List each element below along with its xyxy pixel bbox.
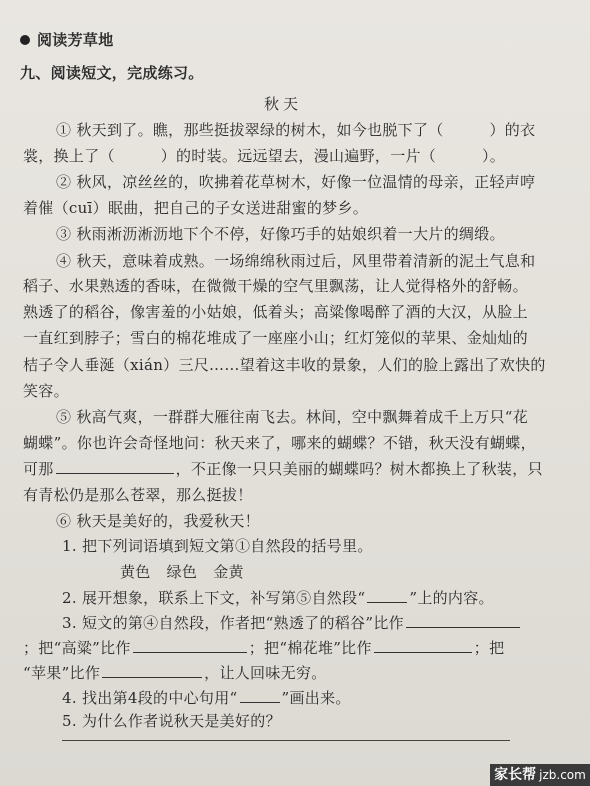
question-4	[62, 688, 351, 708]
article-line: ⑤ 秋高气爽，一群群大雁往南飞去。林间，空中飘舞着成千上万只“花	[56, 408, 529, 426]
article-line: ③ 秋雨淅沥淅沥地下个不停，好像巧手的姑娘织着一大片的绸缎。	[56, 225, 505, 243]
question-2-text-b: ”上的内容。	[409, 589, 494, 607]
question-3-text-b: ；把“高粱”比作	[23, 639, 131, 657]
answer-blank-sorghum[interactable]	[133, 638, 247, 653]
underline-marker	[240, 688, 280, 703]
word-option: 绿色	[166, 563, 198, 581]
question-1: 1. 把下列词语填到短文第①自然段的括号里。	[62, 537, 373, 555]
article-title: 秋天	[264, 95, 303, 113]
article-line: 稻子、水果熟透的香味，在微微干燥的空气里飘荡，让人觉得格外的舒畅。	[23, 277, 528, 295]
question-3-line-2	[23, 638, 504, 658]
question-4-text-b: ”画出来。	[281, 689, 351, 707]
blank-marker	[367, 588, 407, 603]
question-5: 5. 为什么作者说秋天是美好的？	[62, 712, 281, 730]
article-line: ② 秋风，凉丝丝的，吹拂着花草树木，好像一位温情的母亲，正轻声哼	[56, 173, 536, 191]
article-line-end: ，不正像一只只美丽的蝴蝶吗？树木都换上了秋装，只	[175, 460, 543, 478]
article-line: 着催（cuī）眠曲，把自己的子女送进甜蜜的梦乡。	[23, 199, 369, 217]
question-3-text-e: “苹果”比作	[23, 664, 101, 682]
watermark-site: jzb.com	[539, 768, 586, 782]
question-2-text-a: 2. 展开想象，联系上下文，补写第⑤自然段“	[62, 589, 366, 607]
question-2	[62, 588, 494, 608]
answer-blank-rice[interactable]	[406, 613, 520, 628]
answer-blank-apple[interactable]	[102, 663, 202, 678]
article-line: 笑容。	[23, 382, 69, 400]
question-3-line-1	[62, 613, 522, 633]
article-line-with-blank	[23, 459, 543, 479]
article-line: 裳，换上了（ ）的时装。远远望去，漫山遍野，一片（ ）。	[23, 147, 506, 165]
article-line: 一直红到脖子；雪白的棉花堆成了一座座小山；红灯笼似的苹果、金灿灿的	[23, 329, 528, 347]
bullet-icon	[20, 35, 30, 45]
watermark-brand: 家长帮	[494, 767, 537, 783]
article-line: 熟透了的稻谷，像害羞的小姑娘，低着头；高粱像喝醉了酒的大汉，从脸上	[23, 303, 528, 321]
article-line: 有青松仍是那么苍翠，那么挺拔！	[23, 486, 253, 504]
question-4-text-a: 4. 找出第4段的中心句用“	[62, 689, 238, 707]
answer-blank-cotton[interactable]	[374, 638, 472, 653]
article-line: 桔子令人垂涎（xián）三尺……望着这丰收的景象，人们的脸上露出了欢快的	[23, 356, 546, 374]
question-3-text-c: ；把“棉花堆”比作	[248, 639, 372, 657]
article-line: 蝴蝶”。你也许会奇怪地问：秋天来了，哪来的蝴蝶？不错，秋天没有蝴蝶，	[23, 434, 536, 452]
section-title: 阅读芳草地	[37, 31, 114, 49]
word-bank	[120, 562, 260, 582]
exercise-heading: 九、阅读短文，完成练习。	[20, 64, 204, 82]
section-heading	[20, 30, 114, 50]
answer-line-q5[interactable]	[62, 740, 510, 741]
question-3-text-d: ；把	[473, 639, 505, 657]
answer-blank-q2[interactable]	[56, 459, 174, 474]
question-3-line-3	[23, 663, 327, 683]
word-option: 金黄	[213, 563, 244, 581]
article-line: ⑥ 秋天是美好的，我爱秋天！	[56, 512, 260, 530]
question-3-text-f: ，让人回味无穷。	[204, 664, 327, 682]
question-3-text-a: 3. 短文的第④自然段，作者把“熟透了的稻谷”比作	[62, 614, 404, 632]
article-line: ④ 秋天，意味着成熟。一场绵绵秋雨过后，风里带着清新的泥土气息和	[56, 252, 536, 270]
watermark-logo	[490, 764, 590, 786]
article-line-start: 可那	[23, 460, 54, 478]
article-line: ① 秋天到了。瞧，那些挺拔翠绿的树木，如今也脱下了（ ）的衣	[56, 121, 536, 139]
word-option: 黄色	[120, 563, 151, 581]
